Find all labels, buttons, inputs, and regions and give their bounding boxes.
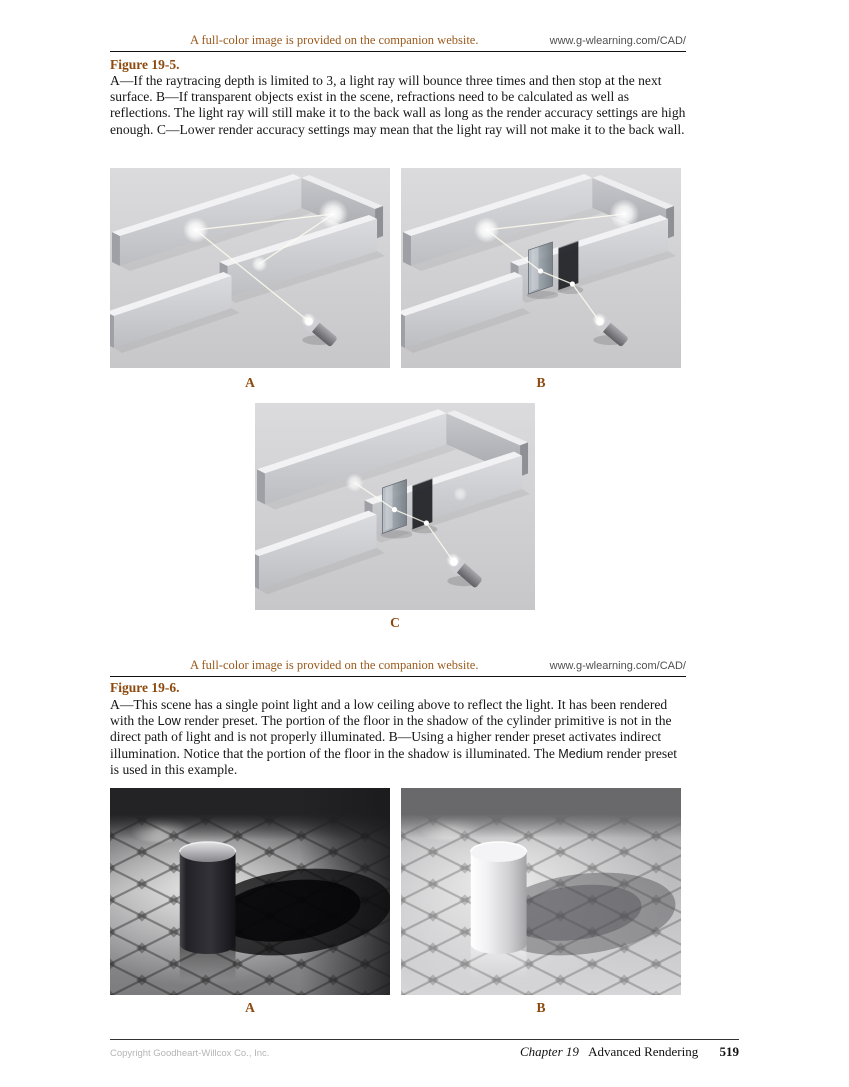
- figure-19-6-image-a: [110, 788, 390, 995]
- figure-19-6-image-row: [110, 788, 681, 995]
- companion-url: www.g-wlearning.com/CAD/: [549, 35, 686, 47]
- figure-19-6-labels-ab: [110, 1000, 681, 1016]
- companion-banner: [110, 658, 686, 677]
- figure-19-5-label-a: A: [245, 375, 255, 390]
- figure-19-5-title: Figure 19-5.: [110, 57, 180, 72]
- raytrace-render-a: [110, 168, 390, 368]
- figure-19-5-image-b: [401, 168, 681, 368]
- chapter-title: Advanced Rendering: [588, 1044, 699, 1059]
- figure-19-5-image-row: [110, 168, 681, 368]
- caption-text: render preset is used in this example.: [110, 745, 678, 777]
- figure-19-5-label-c-row: [255, 615, 535, 631]
- figure-19-5-caption: A—If the raytracing depth is limited to 3, a light ray will bounce three times and then stop at the next surface. B—If transparent objects exist in the scene, refractions need to be calculated as well as reflections. The light ray will still make it to the back wall as long as the render accuracy settings are high enough. C—Lower render accuracy settings may mean that the light ray will not make it to the back wall.: [110, 73, 686, 137]
- chapter-number: Chapter 19: [520, 1044, 579, 1059]
- medium-preset-render: [401, 788, 681, 995]
- low-preset-render: [110, 788, 390, 995]
- running-footer: [520, 1044, 739, 1060]
- figure-19-5-label-c: C: [390, 615, 400, 630]
- figure-19-6-image-b: [401, 788, 681, 995]
- caption-text: render preset. The portion of the floor in the shadow of the cylinder primitive is not in the direct path of light and is not properly illuminated. B—Using a higher render preset activates indirect illumination. Notice that the portion of the floor in the shadow is illuminated. The: [110, 713, 672, 761]
- banner-notice: A full-color image is provided on the companion website.: [190, 33, 479, 47]
- raytrace-render-b: [401, 168, 681, 368]
- raytrace-render-c: [255, 403, 535, 610]
- companion-url: www.g-wlearning.com/CAD/: [549, 660, 686, 672]
- banner-notice: A full-color image is provided on the companion website.: [190, 658, 479, 672]
- figure-19-6-label-b: B: [536, 1000, 546, 1015]
- render-preset-low: Low: [157, 714, 181, 729]
- figure-19-5-image-c: [255, 403, 535, 610]
- figure-19-5-labels-ab: [110, 375, 681, 391]
- figure-19-5-label-b: B: [536, 375, 546, 390]
- cylinder-primitive: [471, 842, 527, 954]
- render-preset-medium: Medium: [558, 746, 604, 761]
- cylinder-primitive: [180, 842, 236, 954]
- companion-banner: [110, 33, 686, 52]
- figure-19-6-title: Figure 19-6.: [110, 680, 180, 695]
- caption-text: A—This scene has a single point light and a low ceiling above to reflect the light. It has been rendered with the: [110, 697, 668, 729]
- figure-19-5-image-a: [110, 168, 390, 368]
- figure-19-6-label-a: A: [245, 1000, 255, 1015]
- page-number: 519: [719, 1044, 739, 1059]
- copyright-notice: Copyright Goodheart-Willcox Co., Inc.: [110, 1048, 270, 1059]
- page-footer: [110, 1039, 739, 1060]
- figure-19-6-caption: [110, 697, 686, 778]
